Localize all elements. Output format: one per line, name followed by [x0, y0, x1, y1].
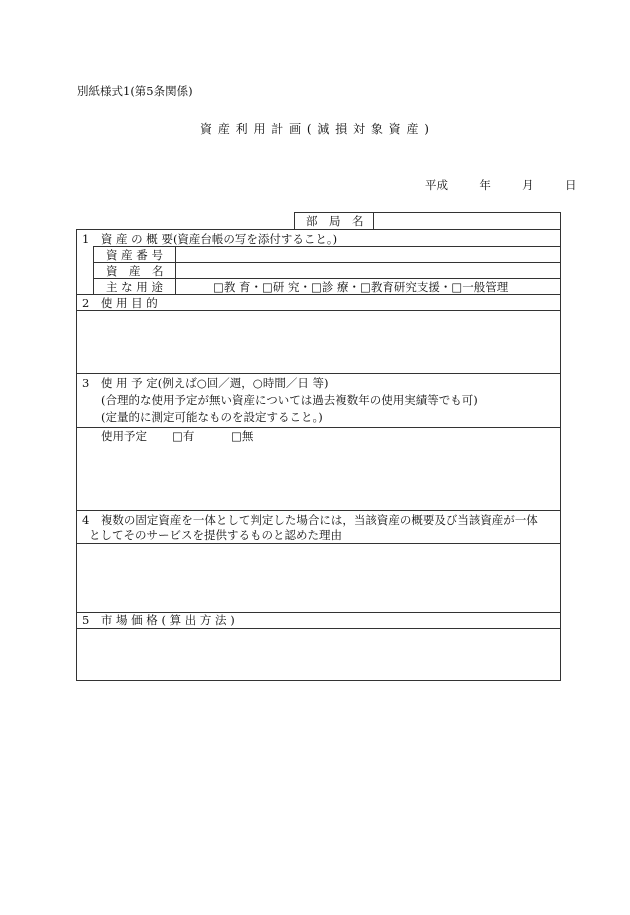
section3-note-1: (合理的な使用予定が無い資産については過去複数年の使用実績等でも可) — [101, 393, 478, 407]
department-label: 部 局 名 — [306, 214, 364, 228]
date-day: 日 — [564, 178, 577, 192]
section3-heading: 3 使 用 予 定(例えば○回／週，○時間／日 等) — [82, 376, 329, 390]
usage-purpose-field[interactable] — [77, 311, 560, 373]
main-usage-label: 主 な 用 途 — [106, 280, 163, 294]
section4-heading-line-1: 4 複数の固定資産を一体として判定した場合には，当該資産の概要及び当該資産が一体 — [82, 513, 538, 527]
section3-note-2: (定量的に測定可能なものを設定すること。) — [101, 410, 323, 424]
asset-name-field[interactable] — [176, 263, 560, 278]
combined-assets-reason-field[interactable] — [77, 544, 560, 611]
section4-heading-line-2: としてそのサービスを提供するものと認めた理由 — [89, 528, 342, 542]
form-number: 別紙様式1(第5条関係) — [77, 84, 193, 98]
section2-heading: 2 使 用 目 的 — [82, 296, 158, 310]
document-title: 資 産 利 用 計 画 ( 減 損 対 象 資 産 ) — [200, 122, 430, 136]
usage-options[interactable]: □教 育・□研 究・□診 療・□教育研究支援・□一般管理 — [213, 280, 509, 294]
schedule-option-no[interactable]: □無 — [231, 429, 254, 443]
date-year: 年 — [479, 178, 491, 192]
schedule-option-yes[interactable]: □有 — [172, 429, 195, 443]
market-value-field[interactable] — [77, 629, 560, 680]
date-era: 平成 — [425, 178, 448, 192]
schedule-label: 使用予定 — [101, 429, 147, 443]
date-month: 月 — [522, 178, 534, 192]
asset-number-field[interactable] — [176, 247, 560, 262]
schedule-field[interactable] — [77, 446, 560, 509]
asset-number-label: 資 産 番 号 — [106, 248, 163, 262]
date-line — [425, 180, 576, 192]
department-field[interactable] — [374, 213, 560, 229]
section1-heading: 1 資 産 の 概 要(資産台帳の写を添付すること。) — [82, 232, 338, 246]
section5-heading: 5 市 場 価 格 ( 算 出 方 法 ) — [82, 613, 235, 627]
asset-name-label: 資 産 名 — [106, 264, 164, 278]
